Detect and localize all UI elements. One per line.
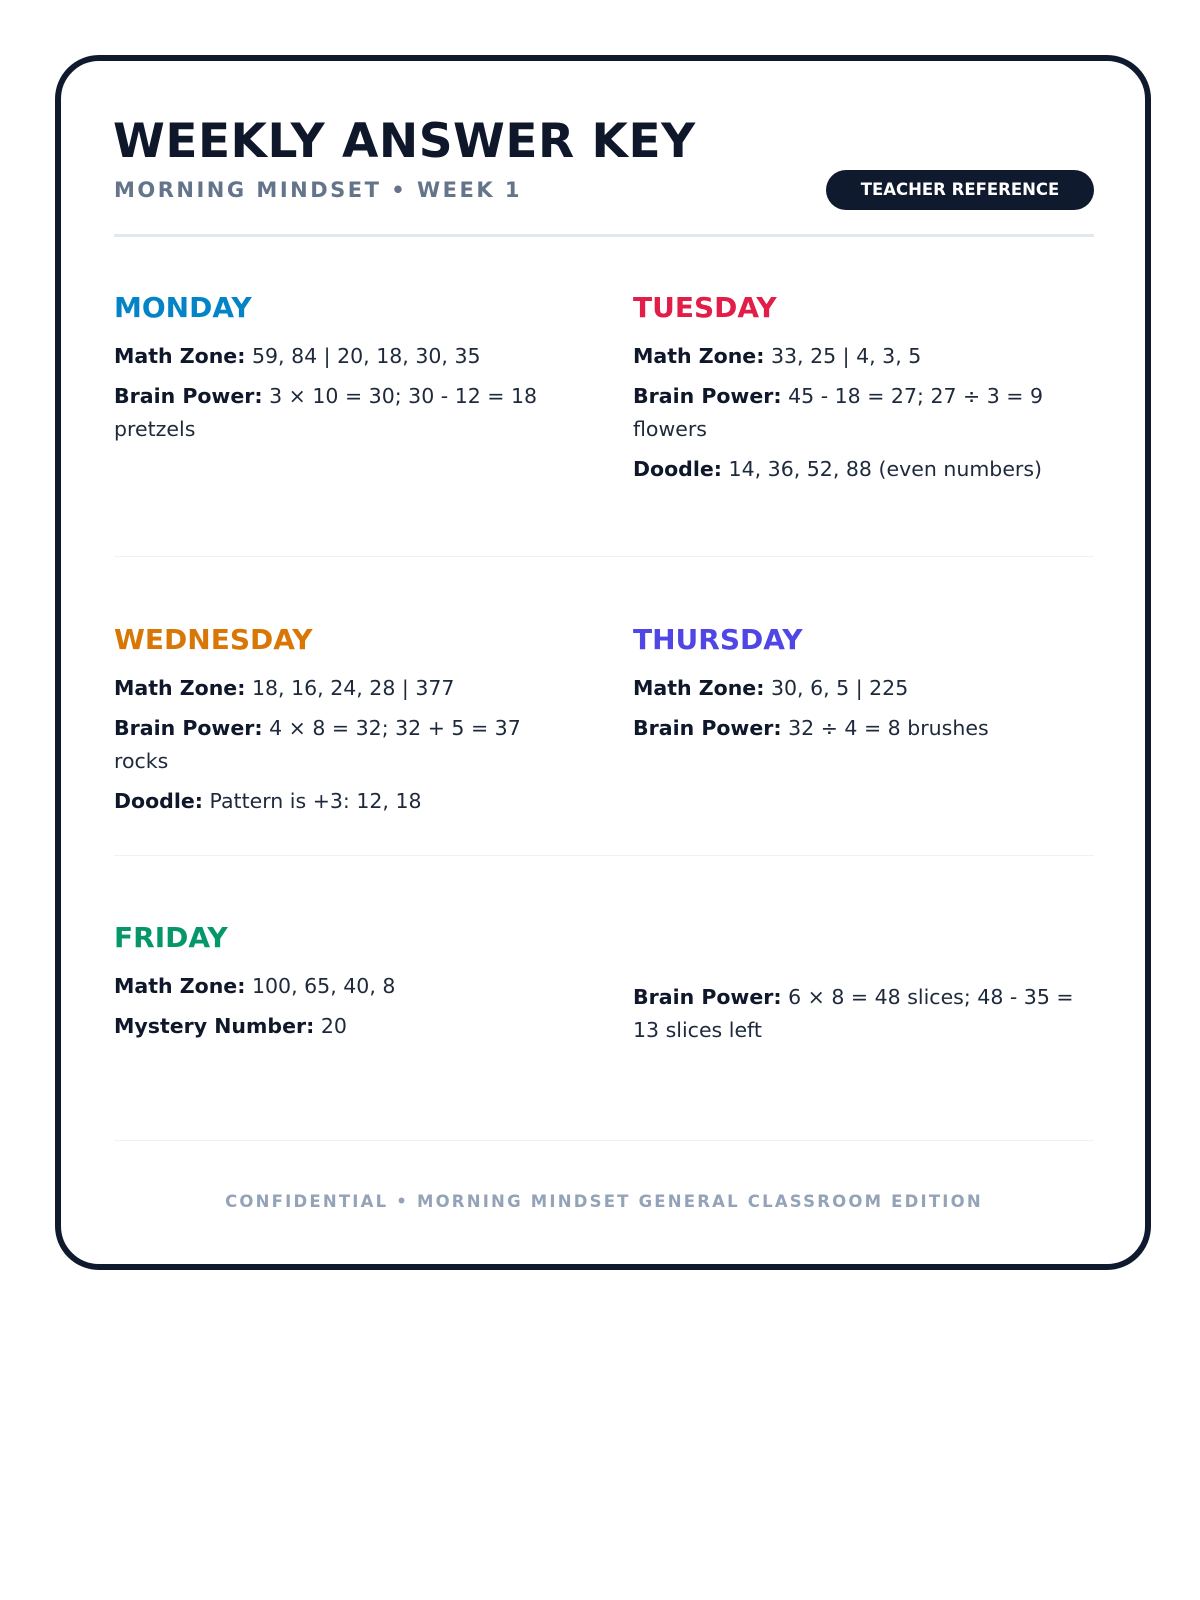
day-heading-thursday: THURSDAY [633, 623, 803, 656]
teacher-reference-badge: TEACHER REFERENCE [826, 170, 1094, 210]
answer-entry [114, 340, 574, 373]
day-heading-monday: MONDAY [114, 291, 252, 324]
day-section-tuesday [633, 290, 1093, 493]
answer-entry [633, 981, 1093, 1047]
answer-entry [114, 970, 574, 1003]
section-divider [114, 855, 1094, 856]
answer-entry [633, 380, 1093, 446]
day-heading-friday: FRIDAY [114, 921, 228, 954]
page-title: WEEKLY ANSWER KEY [113, 114, 696, 169]
entry-label: Math Zone: [633, 344, 765, 368]
day-section-friday [114, 920, 574, 1050]
answer-entry [114, 380, 574, 446]
day-section-friday-right [633, 981, 1093, 1054]
entry-value: 20 [320, 1014, 347, 1038]
answer-entry [114, 712, 574, 778]
footer-note: CONFIDENTIAL • MORNING MINDSET GENERAL CLASSROOM EDITION [225, 1192, 983, 1211]
entry-value: 33, 25 | 4, 3, 5 [770, 344, 922, 368]
entry-label: Brain Power: [114, 716, 263, 740]
answer-entry [114, 672, 574, 705]
entry-value: 6 × 8 = 48 slices; 48 - 35 = 13 slices left [633, 985, 1074, 1042]
entry-label: Brain Power: [633, 384, 782, 408]
entry-value: 45 - 18 = 27; 27 ÷ 3 = 9 flowers [633, 384, 1044, 441]
page-subtitle: MORNING MINDSET • WEEK 1 [114, 178, 523, 202]
header-divider [114, 234, 1094, 237]
answer-entry [633, 453, 1093, 486]
entry-label: Doodle: [633, 457, 722, 481]
entry-label: Math Zone: [114, 344, 246, 368]
entry-value: 3 × 10 = 30; 30 - 12 = 18 pretzels [114, 384, 538, 441]
entry-label: Brain Power: [633, 716, 782, 740]
section-divider [114, 556, 1094, 557]
entry-value: 18, 16, 24, 28 | 377 [251, 676, 455, 700]
day-heading-wednesday: WEDNESDAY [114, 623, 313, 656]
entry-label: Math Zone: [633, 676, 765, 700]
entry-label: Mystery Number: [114, 1014, 315, 1038]
section-divider [114, 1140, 1094, 1141]
entry-label: Brain Power: [114, 384, 263, 408]
entry-value: 100, 65, 40, 8 [251, 974, 396, 998]
day-section-wednesday [114, 622, 574, 825]
day-section-monday [114, 290, 574, 453]
entry-value: 14, 36, 52, 88 (even numbers) [728, 457, 1043, 481]
answer-entry [633, 712, 1093, 745]
answer-entry [633, 340, 1093, 373]
entry-value: 4 × 8 = 32; 32 + 5 = 37 rocks [114, 716, 521, 773]
entry-label: Math Zone: [114, 676, 246, 700]
day-heading-tuesday: TUESDAY [633, 291, 777, 324]
entry-value: 59, 84 | 20, 18, 30, 35 [251, 344, 481, 368]
entry-value: Pattern is +3: 12, 18 [209, 789, 422, 813]
entry-value: 32 ÷ 4 = 8 brushes [788, 716, 989, 740]
answer-entry [633, 672, 1093, 705]
day-section-thursday [633, 622, 1093, 752]
entry-label: Doodle: [114, 789, 203, 813]
entry-label: Math Zone: [114, 974, 246, 998]
entry-label: Brain Power: [633, 985, 782, 1009]
answer-entry [114, 1010, 574, 1043]
entry-value: 30, 6, 5 | 225 [770, 676, 909, 700]
answer-entry [114, 785, 574, 818]
